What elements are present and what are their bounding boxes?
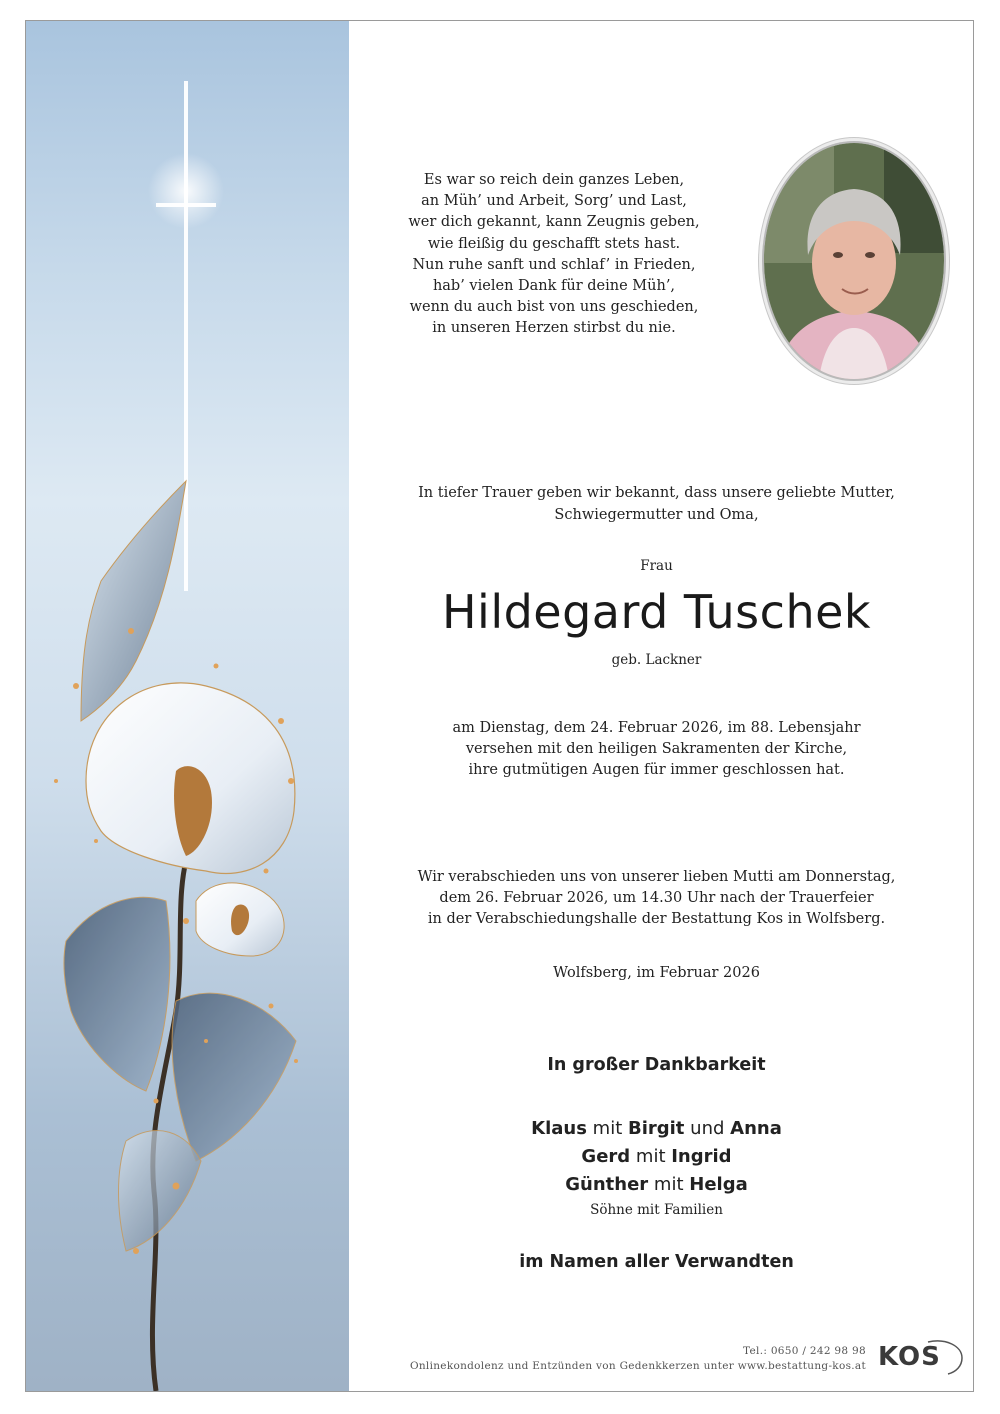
- funeral-home-website-note[interactable]: Onlinekondolenz und Entzünden von Gedenkkerzen unter www.bestattung-kos.at: [409, 1360, 866, 1372]
- poem-line: in unseren Herzen stirbst du nie.: [432, 320, 676, 337]
- death-notice: [349, 718, 964, 781]
- decorative-side-panel: [26, 21, 349, 1391]
- thanks-heading: In großer Dankbarkeit: [547, 1055, 766, 1075]
- family-member: Klaus: [531, 1118, 587, 1139]
- announcement-line: Schwiegermutter und Oma,: [554, 507, 759, 523]
- family-connector: mit: [635, 1146, 666, 1167]
- poem-line: hab’ vielen Dank für deine Müh’,: [432, 278, 676, 295]
- funeral-home-phone: Tel.: 0650 / 242 98 98: [743, 1345, 866, 1357]
- announcement-line: In tiefer Trauer geben wir bekannt, dass unsere geliebte Mutter,: [418, 485, 895, 501]
- closing-line: im Namen aller Verwandten: [519, 1252, 794, 1272]
- place-and-date: Wolfsberg, im Februar 2026: [553, 965, 760, 981]
- deceased-title: Frau: [640, 558, 673, 574]
- death-notice-line: ihre gutmütigen Augen für immer geschlossen hat.: [468, 762, 845, 778]
- funeral-line: dem 26. Februar 2026, um 14.30 Uhr nach der Trauerfeier: [439, 890, 874, 906]
- birth-name: geb. Lackner: [611, 652, 702, 668]
- death-notice-line: am Dienstag, dem 24. Februar 2026, im 88. Lebensjahr: [452, 720, 861, 736]
- family-member: Ingrid: [671, 1146, 732, 1167]
- family-member: Gerd: [581, 1146, 631, 1167]
- portrait-photo: [762, 141, 946, 381]
- funeral-line: in der Verabschiedungshalle der Bestattung Kos in Wolfsberg.: [427, 911, 886, 927]
- family-member: Birgit: [627, 1118, 685, 1139]
- family-connector: und: [690, 1118, 725, 1139]
- announcement-text: [349, 482, 964, 526]
- poem-line: wie fleißig du geschafft stets hast.: [427, 235, 681, 252]
- death-notice-line: versehen mit den heiligen Sakramenten der Kirche,: [465, 741, 848, 757]
- poem-line: an Müh’ und Arbeit, Sorg’ und Last,: [421, 193, 687, 210]
- poem-line: Nun ruhe sanft und schlaf’ in Frieden,: [412, 256, 696, 273]
- family-connector: mit: [592, 1118, 623, 1139]
- portrait-image: [764, 143, 944, 379]
- family-row: [349, 1115, 964, 1143]
- funeral-line: Wir verabschieden uns von unserer lieben Mutti am Donnerstag,: [417, 869, 896, 885]
- family-member: Günther: [565, 1174, 649, 1195]
- cross-and-calla-illustration: [26, 21, 349, 1391]
- family-member: Helga: [689, 1174, 748, 1195]
- memorial-poem: [398, 170, 710, 340]
- family-row: [349, 1171, 964, 1199]
- kos-logo: [876, 1336, 966, 1378]
- family-connector: mit: [653, 1174, 684, 1195]
- family-list: [349, 1115, 964, 1221]
- poem-line: wenn du auch bist von uns geschieden,: [409, 299, 699, 316]
- funeral-notice: [349, 867, 964, 930]
- family-subtitle: Söhne mit Familien: [590, 1202, 723, 1218]
- poem-line: Es war so reich dein ganzes Leben,: [423, 172, 685, 188]
- logo-text: KOS: [878, 1342, 941, 1372]
- family-row: [349, 1143, 964, 1171]
- deceased-name: Hildegard Tuschek: [441, 585, 872, 639]
- family-member: Anna: [730, 1118, 782, 1139]
- poem-line: wer dich gekannt, kann Zeugnis geben,: [408, 214, 700, 231]
